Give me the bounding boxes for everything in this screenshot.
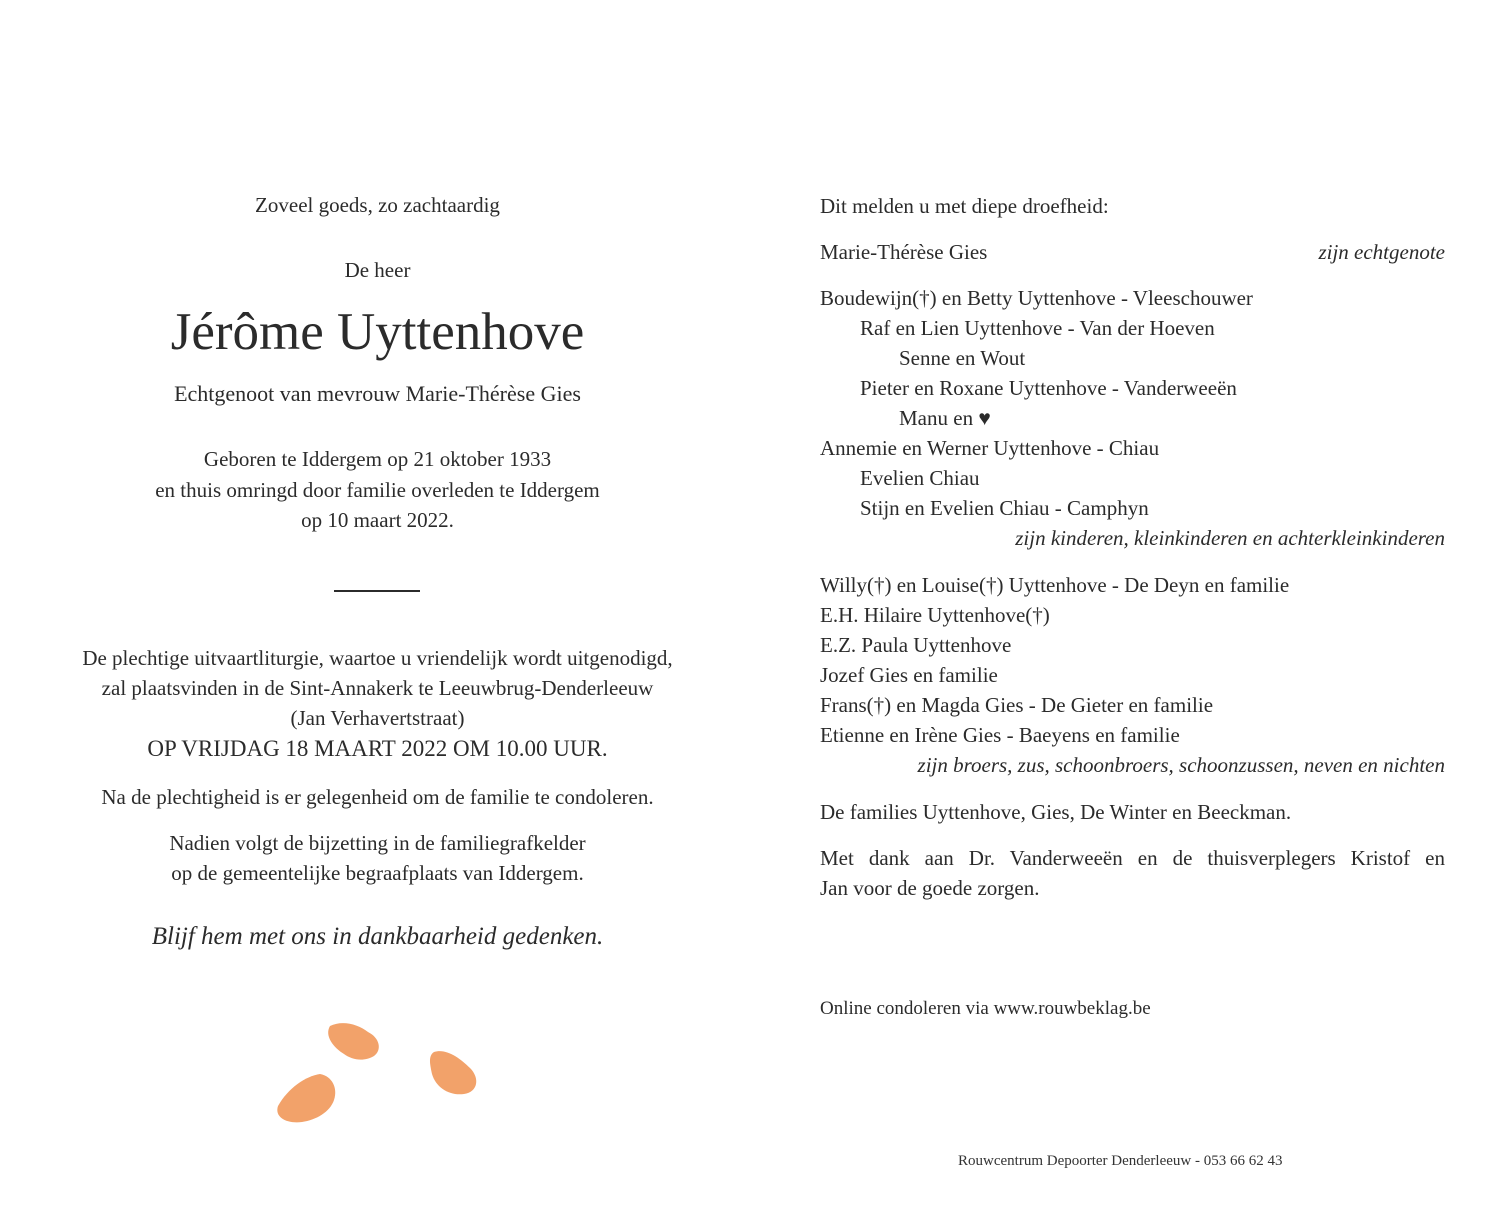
closing-phrase: Blijf hem met ons in dankbaarheid gedenken. xyxy=(151,923,604,950)
petal-top xyxy=(328,1023,379,1060)
birth-line-3: op 10 maart 2022. xyxy=(301,508,454,532)
sibling-line: Etienne en Irène Gies - Baeyens en familie xyxy=(820,723,1180,747)
families-line: De families Uyttenhove, Gies, De Winter en Beeckman. xyxy=(820,800,1292,824)
birth-line-1: Geboren te Iddergem op 21 oktober 1933 xyxy=(203,447,552,471)
ceremony-line-1: De plechtige uitvaartliturgie, waartoe u vriendelijk wordt uitgenodigd, xyxy=(82,646,673,670)
family-line: Manu en ♥ xyxy=(899,406,991,430)
spouse-name: Marie-Thérèse Gies xyxy=(820,240,988,264)
funeral-home-footer: Rouwcentrum Depoorter Denderleeuw - 053 66 62 43 xyxy=(958,1153,1283,1169)
deceased-name: Jérôme Uyttenhove xyxy=(170,303,585,361)
motto: Zoveel goeds, zo zachtaardig xyxy=(255,193,500,217)
thanks-line-1: Met dank aan Dr. Vanderweeën en de thuisverplegers Kristof en xyxy=(820,846,1445,870)
children-relation: zijn kinderen, kleinkinderen en achterkleinkinderen xyxy=(1015,526,1445,550)
ceremony-line-2: zal plaatsvinden in de Sint-Annakerk te Leeuwbrug-Denderleeuw xyxy=(101,676,654,700)
ceremony-line-3: (Jan Verhavertstraat) xyxy=(290,706,465,730)
family-line: Senne en Wout xyxy=(899,346,1026,370)
family-line: Evelien Chiau xyxy=(860,466,980,490)
sibling-line: Frans(†) en Magda Gies - De Gieter en familie xyxy=(820,693,1214,717)
petals-illustration xyxy=(260,1010,500,1140)
sibling-line: E.H. Hilaire Uyttenhove(†) xyxy=(820,603,1050,627)
petal-right xyxy=(430,1051,476,1094)
right-panel xyxy=(820,0,1445,1214)
siblings-relation: zijn broers, zus, schoonbroers, schoonzussen, neven en nichten xyxy=(917,753,1445,777)
petal-left xyxy=(277,1074,335,1122)
burial-line-1: Nadien volgt de bijzetting in de familiegrafkelder xyxy=(169,831,586,855)
family-line: Boudewijn(†) en Betty Uyttenhove - Vleeschouwer xyxy=(820,286,1253,310)
family-line: Stijn en Evelien Chiau - Camphyn xyxy=(860,496,1149,520)
salutation: De heer xyxy=(344,258,411,282)
sibling-line: E.Z. Paula Uyttenhove xyxy=(820,633,1012,657)
ceremony-date: OP VRIJDAG 18 MAART 2022 OM 10.00 UUR. xyxy=(147,736,608,761)
spouse-relation: zijn echtgenote xyxy=(1318,240,1445,264)
condolence-text: Na de plechtigheid is er gelegenheid om de familie te condoleren. xyxy=(101,785,654,809)
sibling-line: Willy(†) en Louise(†) Uyttenhove - De Deyn en familie xyxy=(820,573,1290,597)
birth-line-2: en thuis omringd door familie overleden te Iddergem xyxy=(155,478,600,502)
online-condolence: Online condoleren via www.rouwbeklag.be xyxy=(820,998,1151,1019)
burial-line-2: op de gemeentelijke begraafplaats van Iddergem. xyxy=(171,861,584,885)
family-line: Raf en Lien Uyttenhove - Van der Hoeven xyxy=(860,316,1215,340)
thanks-line-2: Jan voor de goede zorgen. xyxy=(820,876,1040,900)
family-line: Annemie en Werner Uyttenhove - Chiau xyxy=(820,436,1160,460)
spouse-line: Echtgenoot van mevrouw Marie-Thérèse Gies xyxy=(174,381,581,406)
sibling-line: Jozef Gies en familie xyxy=(820,663,998,687)
divider xyxy=(334,590,420,592)
family-line: Pieter en Roxane Uyttenhove - Vanderweeën xyxy=(860,376,1237,400)
intro: Dit melden u met diepe droefheid: xyxy=(820,194,1109,218)
